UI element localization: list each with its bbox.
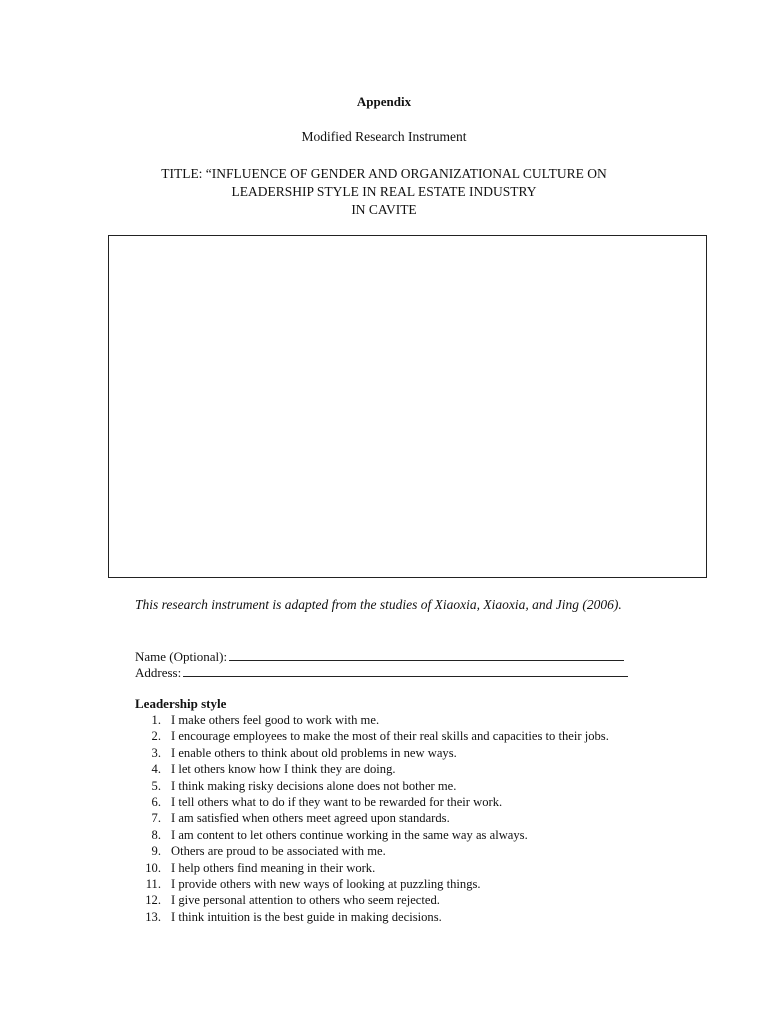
item-text: I enable others to think about old problems in new ways. [171, 745, 457, 760]
list-item [135, 827, 695, 843]
item-number: 3. [151, 745, 161, 760]
list-item [135, 745, 695, 761]
item-number: 12. [145, 893, 161, 908]
name-blank-line [229, 648, 624, 661]
address-blank-line [183, 664, 628, 677]
item-number: 5. [151, 778, 161, 793]
item-text: I think intuition is the best guide in making decisions. [171, 909, 442, 924]
section-heading-leadership-style: Leadership style [135, 696, 227, 711]
item-text: I give personal attention to others who seem rejected. [171, 893, 440, 908]
item-text: I am satisfied when others meet agreed upon standards. [171, 811, 450, 826]
blank-content-box [108, 235, 707, 578]
item-text: I help others find meaning in their work. [171, 860, 376, 875]
list-item [135, 860, 695, 876]
item-number: 9. [151, 844, 161, 859]
list-item [135, 810, 695, 826]
source-note: This research instrument is adapted from the studies of Xiaoxia, Xiaoxia, and Jing (2006). [135, 597, 622, 612]
leadership-items-list [135, 712, 695, 925]
list-item [135, 794, 695, 810]
list-item [135, 728, 695, 744]
list-item [135, 778, 695, 794]
list-item [135, 909, 695, 925]
list-item [135, 876, 695, 892]
item-number: 6. [151, 794, 161, 809]
item-number: 8. [151, 827, 161, 842]
item-number: 7. [151, 811, 161, 826]
item-text: I am content to let others continue working in the same way as always. [171, 827, 528, 842]
list-item [135, 892, 695, 908]
name-field-row [135, 648, 624, 665]
item-text: I tell others what to do if they want to be rewarded for their work. [171, 794, 503, 809]
item-text: I provide others with new ways of looking at puzzling things. [171, 876, 481, 891]
item-number: 10. [145, 860, 161, 875]
address-label: Address: [135, 665, 182, 680]
list-item [135, 761, 695, 777]
item-text: I let others know how I think they are doing. [171, 762, 396, 777]
item-number: 4. [151, 762, 161, 777]
instrument-subheading: Modified Research Instrument [301, 129, 467, 144]
item-text: Others are proud to be associated with me. [171, 844, 386, 859]
item-text: I think making risky decisions alone does not bother me. [171, 778, 457, 793]
item-number: 11. [145, 876, 161, 891]
list-item [135, 712, 695, 728]
title-line-3: IN CAVITE [351, 202, 417, 217]
item-number: 1. [151, 713, 161, 727]
appendix-heading: Appendix [356, 94, 412, 109]
title-line-2: LEADERSHIP STYLE IN REAL ESTATE INDUSTRY [231, 184, 537, 199]
name-label: Name (Optional): [135, 649, 228, 664]
item-number: 2. [151, 729, 161, 744]
item-text: I make others feel good to work with me. [171, 713, 380, 727]
item-text: I encourage employees to make the most of their real skills and capacities to their jobs. [171, 729, 609, 744]
list-item [135, 843, 695, 859]
address-field-row [135, 664, 628, 681]
research-title [0, 165, 768, 219]
item-number: 13. [145, 909, 161, 924]
title-line-1: TITLE: “INFLUENCE OF GENDER AND ORGANIZATIONAL CULTURE ON [161, 166, 607, 181]
